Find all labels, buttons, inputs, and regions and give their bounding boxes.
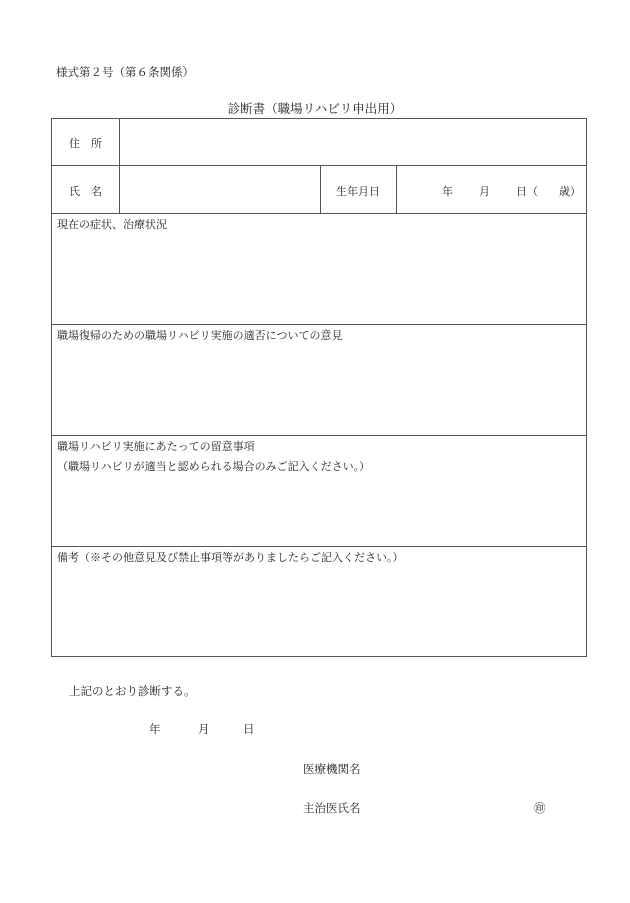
rehab-notes-sublabel: （職場リハビリが適当と認められる場合のみご記入ください。） [57, 460, 371, 473]
birth-day-unit: 日（ [516, 185, 538, 198]
row-divider [52, 435, 586, 436]
document-title: 診断書（職場リハビリ申出用） [227, 101, 403, 116]
birth-month-unit: 月 [479, 185, 490, 198]
row-divider [52, 324, 586, 325]
name-label: 氏 名 [69, 185, 102, 198]
medical-institution-label: 医療機関名 [303, 762, 361, 776]
diagnosis-statement: 上記のとおり診断する。 [69, 684, 196, 698]
remarks-label: 備考（※その他意見及び禁止事項等がありましたらご記入ください。） [57, 551, 404, 564]
rehab-notes-label: 職場リハビリ実施にあたっての留意事項 [57, 440, 255, 453]
symptoms-label: 現在の症状、治療状況 [57, 218, 167, 231]
column-divider [119, 119, 120, 213]
address-label: 住 所 [69, 137, 102, 150]
birth-year-unit: 年 [442, 185, 453, 198]
diagnosis-form-table [51, 118, 587, 657]
age-unit: 歳） [559, 185, 581, 198]
seal-mark: ㊞ [534, 801, 546, 815]
form-number: 様式第２号（第６条関係） [56, 65, 194, 79]
date-year-unit: 年 [149, 722, 161, 736]
rehab-opinion-label: 職場復帰のための職場リハビリ実施の適否についての意見 [57, 329, 343, 342]
attending-physician-label: 主治医氏名 [303, 801, 361, 815]
row-divider [52, 165, 586, 166]
date-day-unit: 日 [243, 722, 255, 736]
column-divider [396, 165, 397, 213]
birthdate-label: 生年月日 [336, 185, 380, 198]
date-month-unit: 月 [198, 722, 210, 736]
row-divider [52, 213, 586, 214]
row-divider [52, 546, 586, 547]
